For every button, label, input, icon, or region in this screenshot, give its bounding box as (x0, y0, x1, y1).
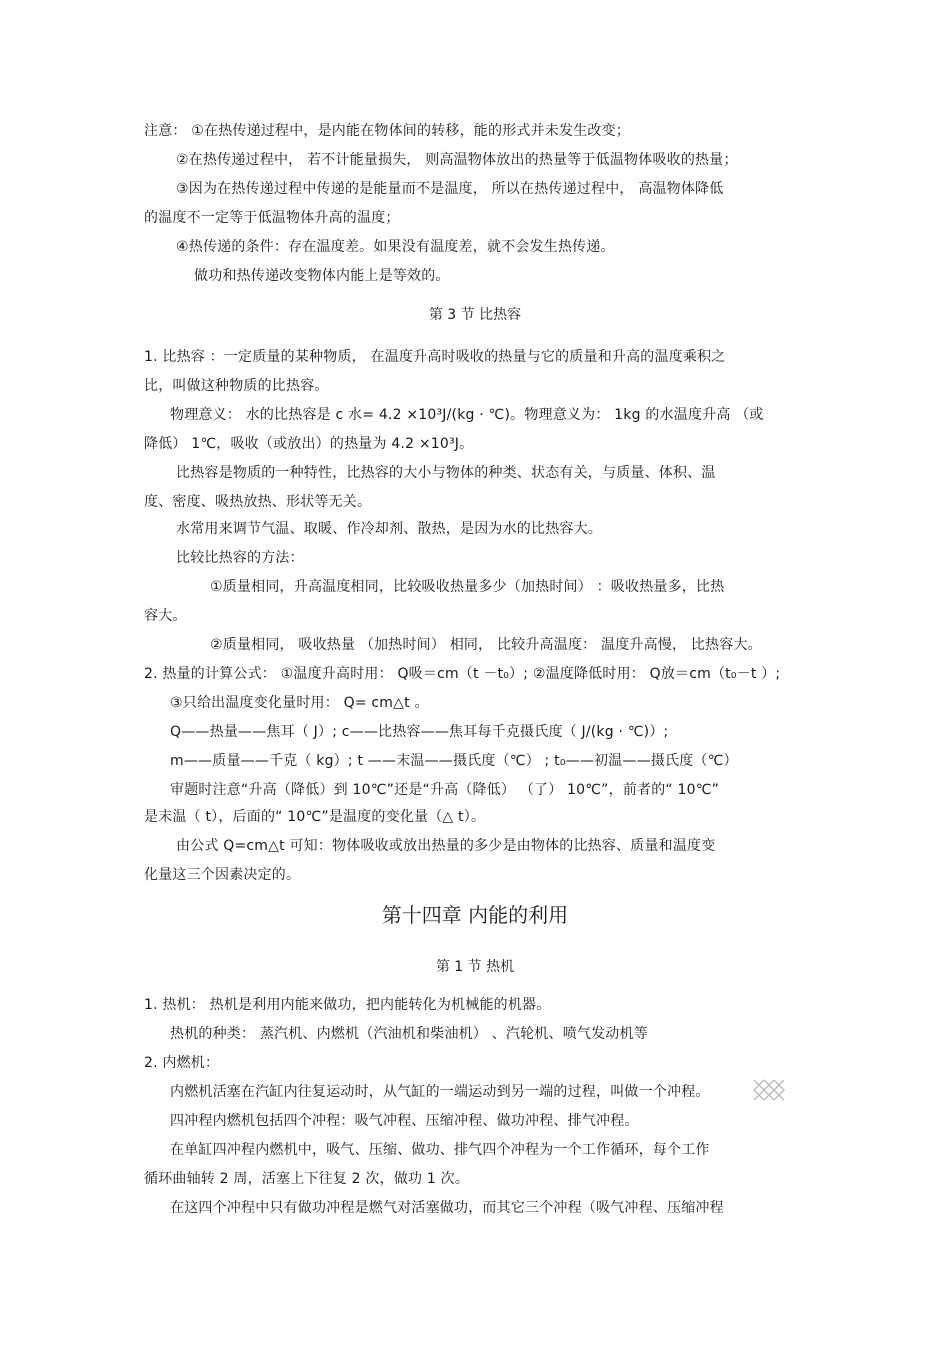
power-stroke-line: 在这四个冲程中只有做功冲程是燃气对活塞做功，而其它三个冲程（吸气冲程、压缩冲程 (170, 1200, 724, 1216)
note-line-3: ③因为在热传递过程中传递的是能量而不是温度， 所以在热传递过程中， 高温物体降低 (176, 181, 724, 197)
note-line-1: 注意： ①在热传递过程中，是内能在物体间的转移，能的形式并未发生改变； (144, 123, 630, 139)
work-cycle-line: 在单缸四冲程内燃机中，吸气、压缩、做功、排气四个冲程为一个工作循环，每个工作 (170, 1142, 710, 1158)
property-line-cont: 度、密度、吸热放热、形状等无关。 (144, 494, 372, 510)
compare-method-1-cont: 容大。 (144, 608, 187, 624)
water-use-line: 水常用来调节气温、取暖、作冷却剂、散热，是因为水的比热容大。 (176, 521, 602, 537)
compare-method-heading: 比较比热容的方法： (176, 550, 304, 566)
ic-engine-heading: 2. 内燃机： (144, 1055, 220, 1071)
note-line-3-cont: 的温度不一定等于低温物体升高的温度； (144, 210, 400, 226)
four-strokes-line: 四冲程内燃机包括四个冲程：吸气冲程、压缩冲程、做功冲程、排气冲程。 (170, 1113, 639, 1129)
exam-note-line: 审题时注意“升高（降低）到 10℃”还是“升高（降低） （了） 10℃”，前者的“ 10℃” (170, 782, 720, 798)
symbol-legend-2: m——质量——千克（ kg）; t ——末温——摄氏度（℃） ; t₀——初温——摄氏度（℃） (170, 753, 738, 769)
chapter-title: 第十四章 内能的利用 (381, 903, 569, 927)
heat-engine-types: 热机的种类： 蒸汽机、内燃机（汽油机和柴油机） 、汽轮机、喷气发动机等 (170, 1026, 648, 1042)
property-line: 比热容是物质的一种特性，比热容的大小与物体的种类、状态有关，与质量、体积、温 (176, 465, 716, 481)
heat-formula-line-3: ③只给出温度变化量时用： Q= cm△t 。 (170, 695, 429, 711)
work-cycle-cont: 循环曲轴转 2 周，活塞上下往复 2 次，做功 1 次。 (144, 1171, 470, 1187)
compare-method-2: ②质量相同， 吸收热量 （加热时间） 相同， 比较升高温度： 温度升高慢， 比热容大。 (210, 637, 762, 653)
section-title-specific-heat: 第 3 节 比热容 (428, 307, 522, 323)
physical-meaning-line: 物理意义： 水的比热容是 c 水= 4.2 ×10³J/(kg · ℃)。物理意义为： 1kg 的水温度升高 （或 (170, 407, 764, 423)
note-line-2: ②在热传递过程中， 若不计能量损失， 则高温物体放出的热量等于低温物体吸收的热量； (176, 152, 738, 168)
note-line-4: ④热传递的条件：存在温度差。如果没有温度差，就不会发生热传递。 (176, 239, 615, 255)
formula-conclusion: 由公式 Q=cm△t 可知：物体吸收或放出热量的多少是由物体的比热容、质量和温度变 (176, 838, 716, 854)
exam-note-cont: 是末温（ t），后面的“ 10℃”是温度的变化量（△ t）。 (144, 809, 486, 825)
heat-formula-line: 2. 热量的计算公式： ①温度升高时用： Q吸＝cm（t －t₀）; ②温度降低时用： Q放＝cm（t₀－t ）; (144, 666, 781, 682)
specific-heat-definition: 1. 比热容 ：一定质量的某种物质， 在温度升高时吸收的热量与它的质量和升高的温度乘积之 (144, 349, 726, 365)
equivalence-line: 做功和热传递改变物体内能上是等效的。 (194, 268, 450, 284)
specific-heat-definition-cont: 比，叫做这种物质的比热容。 (144, 378, 329, 394)
heat-engine-definition: 1. 热机： 热机是利用内能来做功，把内能转化为机械能的机器。 (144, 997, 551, 1013)
formula-conclusion-cont: 化量这三个因素决定的。 (144, 867, 301, 883)
physical-meaning-cont: 降低） 1℃，吸收（或放出）的热量为 4.2 ×10³J。 (144, 436, 474, 452)
watermark-icon (752, 1078, 788, 1104)
compare-method-1: ①质量相同，升高温度相同，比较吸收热量多少（加热时间） ：吸收热量多，比热 (210, 579, 725, 595)
symbol-legend-1: Q——热量——焦耳（ J）; c——比热容——焦耳每千克摄氏度（ J/(kg · ℃)）; (170, 724, 669, 740)
section-title-heat-engine: 第 1 节 热机 (435, 959, 515, 975)
stroke-definition: 内燃机活塞在汽缸内往复运动时，从气缸的一端运动到另一端的过程，叫做一个冲程。 (170, 1084, 710, 1100)
